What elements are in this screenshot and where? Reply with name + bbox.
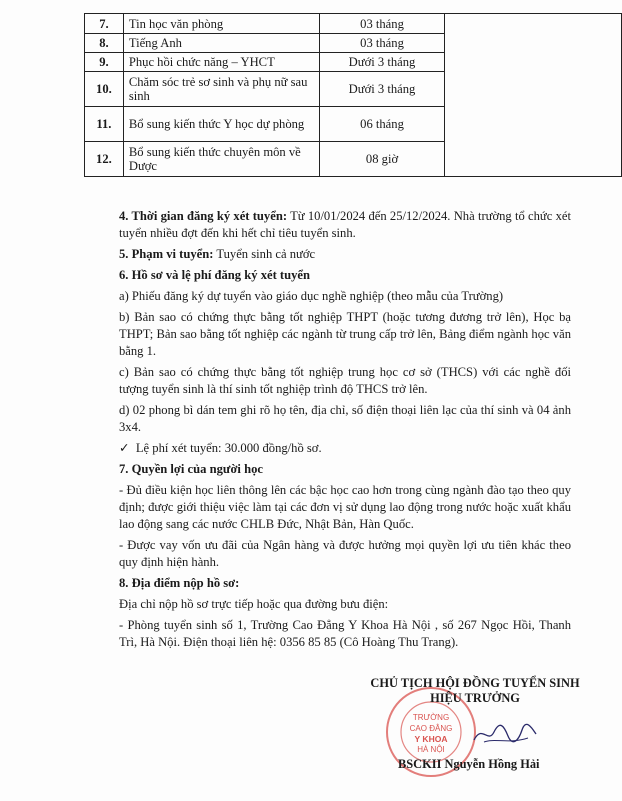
section-6-item-c: c) Bản sao có chứng thực bằng tốt nghiệp trung học cơ sở (THCS) với các nghề đối tượng tuyển sinh là thí sinh tốt nghiệp trình độ THCS trở lên. (119, 365, 571, 396)
signer-title-1: CHỦ TỊCH HỘI ĐỒNG TUYỂN SINH (370, 676, 580, 690)
table-row (85, 14, 622, 34)
section-6-item-a: a) Phiếu đăng ký dự tuyển vào giáo dục nghề nghiệp (theo mẫu của Trường) (119, 289, 504, 303)
course-table (84, 13, 622, 177)
course-duration: 03 tháng (320, 34, 445, 53)
course-name: Phục hồi chức năng – YHCT (123, 53, 319, 72)
section-7-para-1: - Đủ điều kiện học liên thông lên các bậc học cao hơn trong cùng ngành đào tạo theo quy định; được giới thiệu việc làm tại các đơn vị sử dụng lao động trong nước hoặc xuất khẩu lao động sang các nước CHLB Đức, Nhật Bản, Hàn Quốc. (119, 483, 571, 531)
section-7-para-2: - Được vay vốn ưu đãi của Ngân hàng và được hưởng mọi quyền lợi ưu tiên khác theo quy định hiện hành. (119, 538, 571, 569)
row-number: 9. (85, 53, 124, 72)
section-8-para-2: - Phòng tuyển sinh số 1, Trường Cao Đẳng Y Khoa Hà Nội , số 267 Ngọc Hồi, Thanh Trì, Hà Nội. Điện thoại liên hệ: 0356 85 85 (Cô Hoàng Thu Trang). (119, 618, 571, 649)
course-duration: Dưới 3 tháng (320, 72, 445, 107)
section-8-para-1: Địa chỉ nộp hồ sơ trực tiếp hoặc qua đường bưu điện: (119, 597, 389, 611)
course-name: Tiếng Anh (123, 34, 319, 53)
course-name: Chăm sóc trẻ sơ sinh và phụ nữ sau sinh (123, 72, 319, 107)
row-number: 12. (85, 142, 124, 177)
fee-line (119, 440, 571, 457)
section-4-text: Từ 10/01/2024 đến 25/12/2024. Nhà trường tổ chức xét tuyển nhiều đợt đến khi hết chỉ tiêu tuyển sinh. (119, 209, 571, 240)
section-5-heading: 5. Phạm vi tuyển: (119, 247, 214, 261)
course-duration: Dưới 3 tháng (320, 53, 445, 72)
section-8-heading: 8. Địa điểm nộp hồ sơ: (119, 576, 240, 590)
stamp-line-1: TRƯỜNG (412, 713, 450, 722)
empty-column (444, 14, 621, 177)
course-name: Tin học văn phòng (123, 14, 319, 34)
document-body (119, 208, 571, 655)
row-number: 11. (85, 107, 124, 142)
section-6-item-d: d) 02 phong bì dán tem ghi rõ họ tên, địa chỉ, số điện thoại liên lạc của thí sinh và 04 ảnh 3x4. (119, 403, 571, 434)
section-4-heading: 4. Thời gian đăng ký xét tuyển: (119, 209, 288, 223)
section-4 (119, 208, 571, 242)
section-5 (119, 246, 571, 263)
course-duration: 03 tháng (320, 14, 445, 34)
signature-icon (470, 718, 540, 748)
section-6-item-b: b) Bản sao có chứng thực bằng tốt nghiệp THPT (hoặc tương đương trở lên), Học bạ THPT; Bản sao bằng tốt nghiệp các ngành từ trung cấp trở lên, Bảng điểm ngành học văn bằng 1. (119, 310, 571, 358)
signer-title-2: HIỆU TRƯỞNG (430, 691, 520, 705)
row-number: 10. (85, 72, 124, 107)
stamp-line-4: HÀ NỘI (417, 745, 445, 754)
row-number: 8. (85, 34, 124, 53)
fee-text: Lệ phí xét tuyển: 30.000 đồng/hồ sơ. (135, 441, 322, 455)
course-name: Bổ sung kiến thức Y học dự phòng (123, 107, 319, 142)
section-6-heading: 6. Hồ sơ và lệ phí đăng ký xét tuyển (119, 268, 311, 282)
checkmark-icon: ✓ (119, 441, 130, 455)
section-5-text: Tuyển sinh cả nước (213, 247, 316, 261)
section-7-heading: 7. Quyền lợi của người học (119, 462, 263, 476)
course-duration: 06 tháng (320, 107, 445, 142)
course-name: Bổ sung kiến thức chuyên môn về Dược (123, 142, 319, 177)
row-number: 7. (85, 14, 124, 34)
stamp-line-3: Y KHOA (414, 734, 448, 744)
signer-name: BSCKII Nguyễn Hồng Hải (398, 757, 540, 771)
stamp-line-2: CAO ĐẲNG (409, 724, 453, 733)
course-duration: 08 giờ (320, 142, 445, 177)
